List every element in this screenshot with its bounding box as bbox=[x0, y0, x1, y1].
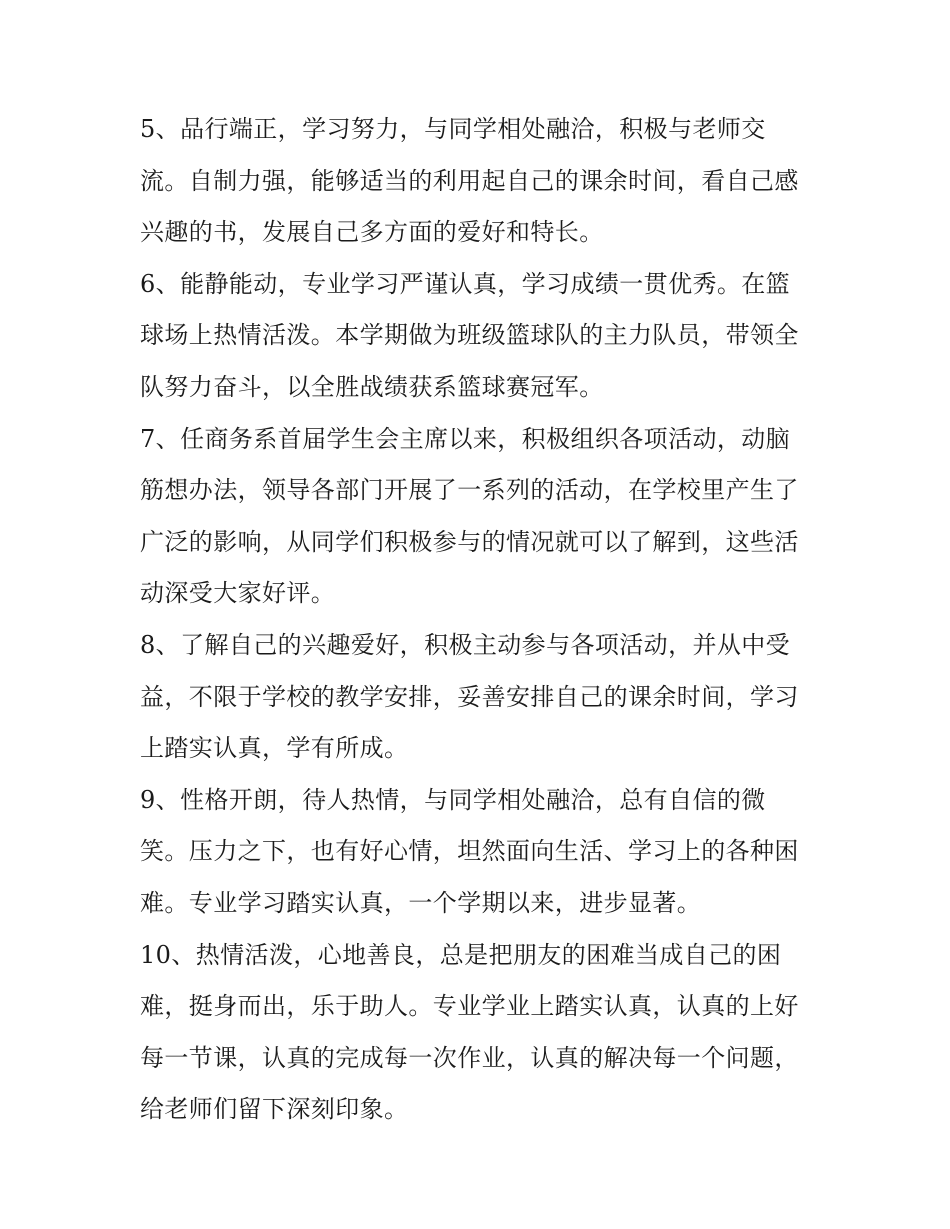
paragraph-line: 9、性格开朗，待人热情，与同学相处融洽，总有自信的微 bbox=[140, 785, 766, 814]
paragraph-item-5 bbox=[140, 104, 815, 259]
paragraph-line: 上踏实认真，学有所成。 bbox=[140, 734, 409, 763]
document-body bbox=[140, 104, 815, 1136]
paragraph-line: 给老师们留下深刻印象。 bbox=[140, 1095, 409, 1124]
paragraph-line: 8、了解自己的兴趣爱好，积极主动参与各项活动，并从中受 bbox=[140, 630, 791, 659]
paragraph-line: 球场上热情活泼。本学期做为班级篮球队的主力队员，带领全 bbox=[140, 321, 799, 350]
paragraph-item-6 bbox=[140, 259, 815, 414]
paragraph-line: 5、品行端正，学习努力，与同学相处融洽，积极与老师交 bbox=[140, 115, 766, 143]
paragraph-line: 益，不限于学校的教学安排，妥善安排自己的课余时间，学习 bbox=[140, 682, 799, 711]
paragraph-item-8 bbox=[140, 620, 815, 775]
paragraph-line: 广泛的影响，从同学们积极参与的情况就可以了解到，这些活 bbox=[140, 527, 799, 556]
paragraph-line: 难。专业学习踏实认真，一个学期以来，进步显著。 bbox=[140, 888, 702, 917]
paragraph-line: 难，挺身而出，乐于助人。专业学业上踏实认真，认真的上好 bbox=[140, 992, 799, 1021]
paragraph-line: 筋想办法，领导各部门开展了一系列的活动，在学校里产生了 bbox=[140, 476, 799, 505]
paragraph-line: 6、能静能动，专业学习严谨认真，学习成绩一贯优秀。在篮 bbox=[140, 269, 791, 298]
paragraph-line: 笑。压力之下，也有好心情，坦然面向生活、学习上的各种困 bbox=[140, 837, 799, 866]
paragraph-line: 7、任商务系首届学生会主席以来，积极组织各项活动，动脑 bbox=[140, 424, 791, 453]
paragraph-line: 流。自制力强，能够适当的利用起自己的课余时间，看自己感 bbox=[140, 166, 799, 195]
paragraph-item-10 bbox=[140, 930, 815, 1136]
paragraph-item-9 bbox=[140, 775, 815, 930]
paragraph-line: 队努力奋斗，以全胜战绩获系篮球赛冠军。 bbox=[140, 372, 604, 401]
paragraph-line: 兴趣的书，发展自己多方面的爱好和特长。 bbox=[140, 218, 604, 247]
paragraph-line: 10、热情活泼，心地善良，总是把朋友的困难当成自己的困 bbox=[140, 940, 782, 969]
paragraph-item-7 bbox=[140, 414, 815, 620]
paragraph-line: 动深受大家好评。 bbox=[140, 579, 336, 608]
paragraph-line: 每一节课，认真的完成每一次作业，认真的解决每一个问题， bbox=[140, 1043, 799, 1072]
